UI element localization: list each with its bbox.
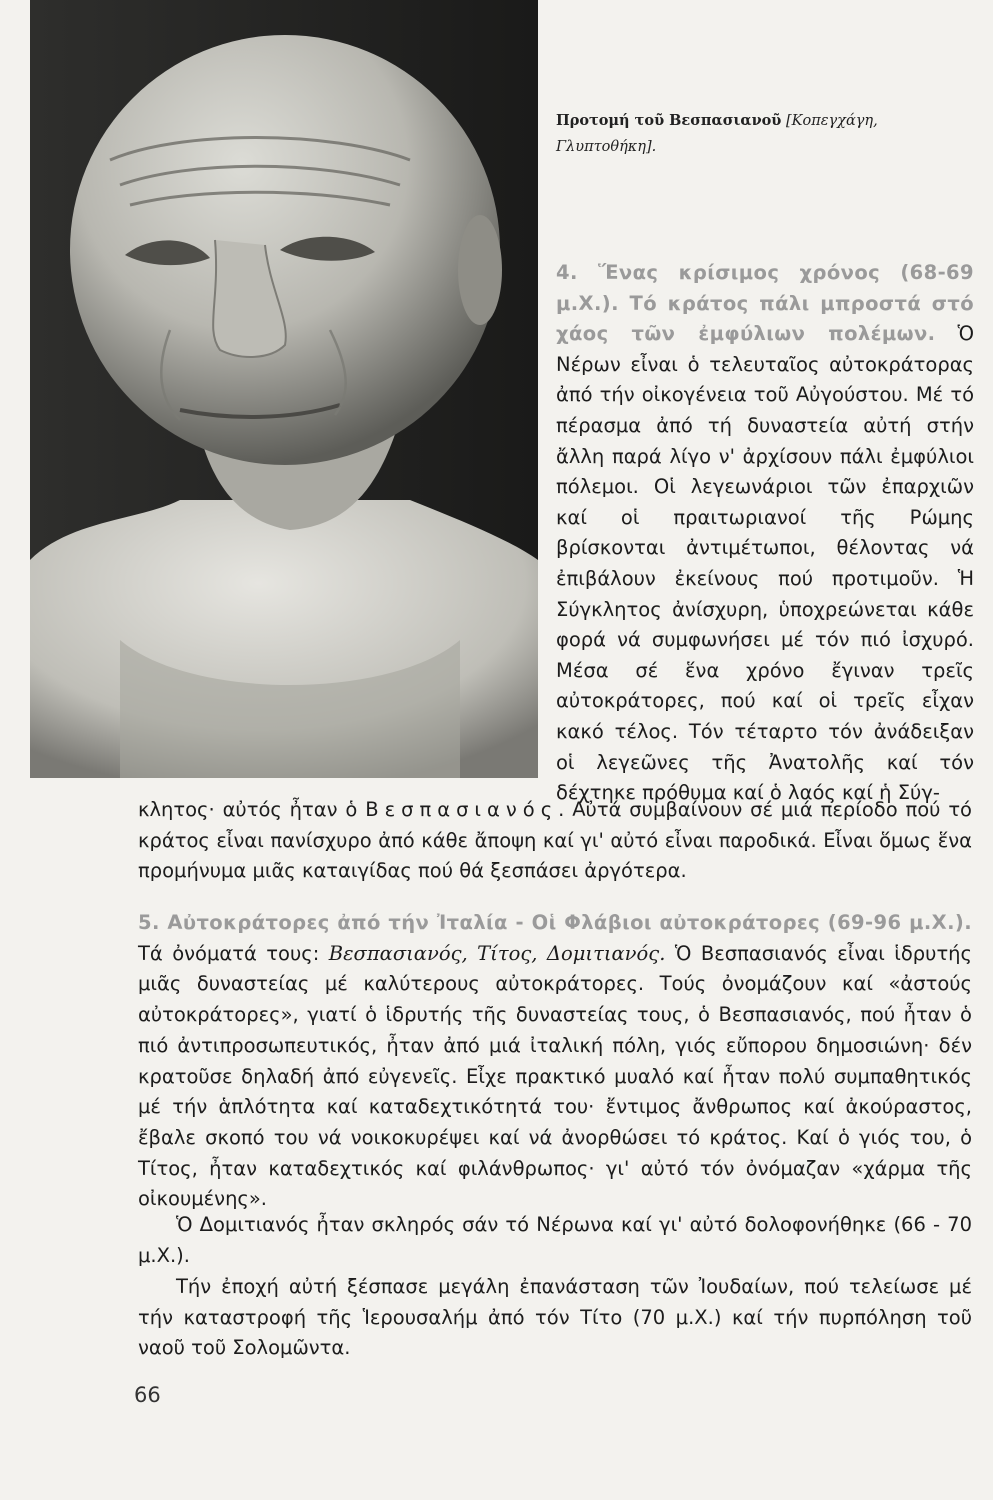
figure-caption: [556, 108, 976, 160]
page-number: 66: [134, 1383, 161, 1407]
section-4-continuation: [138, 795, 972, 887]
section-5-para1-rest: Ὁ Βεσπασιανός εἶναι ἱδρυτής μιᾶς δυναστείας μέ καλύτερους αὐτοκράτορες. Τούς ὀνομάζουν καί «ἀστούς αὐτοκράτορες», γιατί ὁ ἱδρυτής τῆς δυναστείας τους, ὁ Βεσπασιανός, πού ἦταν ὁ πιό ἀντιπροσωπευτικός, ἦταν ἀπό μιά ἰταλική πόλη, γιός εὔπορου δημοσιώνη· δέν κρατοῦσε δηλαδή ἀπό εὐγενεῖς. Εἶχε πρακτικό μυαλό καί ἦταν πολύ συμπαθητικός μέ τήν ἁπλότητα καί καταδεχτικότητά του· ἔντιμος ἄνθρωπος καί ἀκούραστος, ἔβαλε σκοπό του νά νοικοκυρέψει καί νά ἀνορθώσει τό κράτος. Καί ὁ γιός του, ὁ Τίτος, ἦταν καταδεχτικός καί φιλάνθρωπος· γι' αὐτό τόν ὀνόμαζαν «χάρμα τῆς οἰκουμένης».: [138, 941, 972, 1211]
section-4-body-end: . Αὐτά συμβαίνουν σέ μιά περίοδο πού τό κράτος εἶναι πανίσχυρο ἀπό κάθε ἄποψη καί γι' αὐτό εἶναι παροδικά. Εἶναι ὅμως ἕνα προμήνυμα μιᾶς καταιγίδας πού θά ξεσπάσει ἀργότερα.: [138, 798, 972, 883]
section-5-paragraph-1: [138, 908, 972, 1215]
section-4-column: [556, 258, 974, 809]
caption-title: Προτομή τοῦ Βεσπασιανοῦ: [556, 112, 782, 129]
section-5-paragraph-3: Τήν ἐποχή αὐτή ξέσπασε μεγάλη ἐπανάσταση τῶν Ἰουδαίων, πού τελείωσε μέ τήν καταστροφή τῆς Ἱερουσαλήμ ἀπό τόν Τίτο (70 μ.Χ.) καί τήν πυρπόληση τοῦ ναοῦ τοῦ Σολομῶντα.: [138, 1275, 972, 1360]
section-5-names-italic: Βεσπασιανός, Τίτος, Δομιτιανός.: [328, 941, 666, 965]
caption-location: [Κοπεγχάγη, Γλυπτοθήκη].: [556, 113, 878, 155]
section-5-paragraph-2: Ὁ Δομιτιανός ἦταν σκληρός σάν τό Νέρωνα καί γι' αὐτό δολοφονήθηκε (66 - 70 μ.Χ.).: [138, 1213, 972, 1267]
section-4-heading: 4. Ἕνας κρίσιμος χρόνος (68-69 μ.Χ.). Τό κράτος πάλι μπροστά στό χάος τῶν ἐμφύλιων πολέμων.: [556, 261, 974, 346]
bust-illustration: [30, 0, 538, 778]
section-4-body-start: κλητος· αὐτός ἦταν ὁ: [138, 798, 358, 821]
vespasian-name-spaced: Βεσπασιανός: [365, 798, 559, 821]
section-5-names-intro: Τά ὀνόματά τους:: [138, 941, 320, 965]
section-4-body-column: Ὁ Νέρων εἶναι ὁ τελευταῖος αὐτοκράτορας ἀπό τήν οἰκογένεια τοῦ Αὐγούστου. Μέ τό πέρασμα ἀπό τή δυναστεία αὐτή στήν ἄλλη παρά λίγο ν' ἀρχίσουν πάλι ἐμφύλιοι πόλεμοι. Οἱ λεγεωνάριοι τῶν ἐπαρχιῶν καί οἱ πραιτωριανοί τῆς Ρώμης βρίσκονται ἀντιμέτωποι, θέλοντας νά ἐπιβάλουν ἐκείνους πού προτιμοῦν. Ἡ Σύγκλητος ἀνίσχυρη, ὑποχρεώνεται κάθε φορά νά συμφωνήσει μέ τόν πιό ἰσχυρό. Μέσα σέ ἕνα χρόνο ἔγιναν τρεῖς αὐτοκράτορες, πού καί οἱ τρεῖς εἶχαν κακό τέλος. Τόν τέταρτο τόν ἀνάδειξαν οἱ λεγεῶνες τῆς Ἀνατολῆς καί τόν δέχτηκε πρόθυμα καί ὁ λαός καί ἡ Σύγ-: [556, 322, 974, 805]
bust-photo: [30, 0, 538, 778]
section-5-heading: 5. Αὐτοκράτορες ἀπό τήν Ἰταλία - Οἱ Φλάβιοι αὐτοκράτορες (69-96 μ.Χ.).: [138, 911, 972, 934]
